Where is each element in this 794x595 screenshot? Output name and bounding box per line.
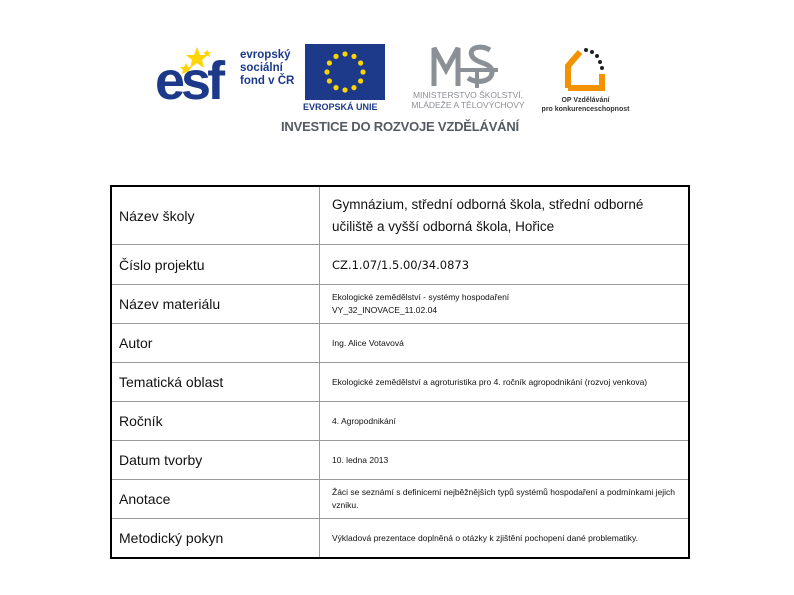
row-value: Žáci se seznámí s definicemi nejběžnějších typů systémů hospodaření a podmínkami jejich vzniku.: [320, 480, 690, 519]
investice-banner: INVESTICE DO ROZVOJE VZDĚLÁVÁNÍ: [281, 119, 519, 134]
op-logo: [538, 42, 633, 117]
table-row: [111, 363, 689, 402]
row-value: CZ.1.07/1.5.00/34.0873: [320, 245, 690, 285]
table-row: [111, 245, 689, 285]
row-value-line: Ekologické zemědělství - systémy hospodaření: [332, 292, 510, 302]
row-label: Tematická oblast: [111, 363, 320, 402]
op-mark-icon: [562, 44, 612, 94]
msmt-logo: [393, 42, 543, 117]
row-value-line: VY_32_INOVACE_11.02.04: [332, 305, 438, 315]
row-value: 10. ledna 2013: [320, 441, 690, 480]
eu-logo: [303, 44, 387, 116]
eu-flag-icon: [305, 44, 385, 100]
info-table: [110, 185, 690, 559]
table-row: [111, 186, 689, 245]
row-value: Ekologické zemědělství a agroturistika pro 4. ročník agropodnikání (rozvoj venkova): [320, 363, 690, 402]
op-label: OP Vzdělávání pro konkurenceschopnost: [541, 97, 630, 113]
table-row: [111, 285, 689, 324]
msmt-label: MINISTERSTVO ŠKOLSTVÍ, MLÁDEŽE A TĚLOVÝCHOVY: [411, 90, 525, 110]
row-label: Datum tvorby: [111, 441, 320, 480]
esf-mark: esf: [155, 51, 222, 111]
row-label: Autor: [111, 324, 320, 363]
row-label: Metodický pokyn: [111, 519, 320, 559]
row-label: Číslo projektu: [111, 245, 320, 285]
esf-text: evropský sociální fond v ČR: [240, 49, 295, 87]
table-row: [111, 480, 689, 519]
table-row: [111, 324, 689, 363]
row-value: Gymnázium, střední odborná škola, střední odborné učiliště a vyšší odborná škola, Hořice: [320, 186, 690, 245]
eu-label: EVROPSKÁ UNIE: [303, 102, 378, 112]
row-label: Ročník: [111, 402, 320, 441]
table-row: [111, 519, 689, 559]
row-label: Název materiálu: [111, 285, 320, 324]
row-value: Ing. Alice Votavová: [320, 324, 690, 363]
row-value: Výkladová prezentace doplněná o otázky k zjištění pochopení dané problematiky.: [320, 519, 690, 559]
table-row: [111, 441, 689, 480]
table-row: [111, 402, 689, 441]
row-label: Název školy: [111, 186, 320, 245]
row-value: [320, 285, 690, 324]
logo-strip: [150, 40, 650, 140]
row-value: 4. Agropodnikání: [320, 402, 690, 441]
msmt-mark-icon: [428, 42, 508, 90]
esf-logo: [155, 45, 295, 115]
row-label: Anotace: [111, 480, 320, 519]
